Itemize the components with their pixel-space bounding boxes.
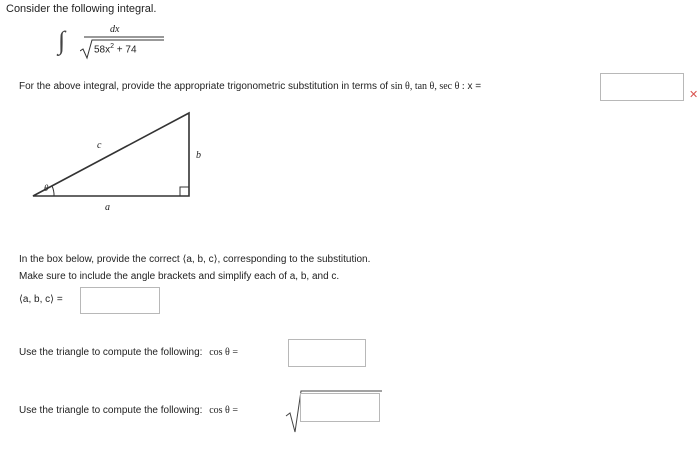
abc-label: ⟨a, b, c⟩ = (19, 294, 63, 305)
abc-instruction-line2: Make sure to include the angle brackets and simplify each of a, b, and c. (19, 271, 340, 282)
x-equals-label: x = (467, 81, 482, 92)
abc-instruction-line1: In the box below, provide the correct ⟨a, b, c⟩, corresponding to the substitution. (19, 254, 371, 265)
incorrect-icon: ✕ (689, 89, 699, 101)
intro-text: Consider the following integral. (6, 3, 157, 15)
angle-label: θ (44, 183, 49, 193)
substitution-functions: sin θ, tan θ, sec θ : (390, 81, 465, 92)
opposite-label: b (196, 150, 201, 161)
substitution-prompt: For the above integral, provide the appropriate trigonometric substitution in terms of sin θ, tan θ, sec θ : x = (19, 81, 482, 92)
compute1-expression: cos θ = (209, 347, 238, 358)
abc-answer-input[interactable] (80, 287, 160, 314)
integral-expression (58, 24, 168, 62)
compute2-prompt: Use the triangle to compute the following: cos θ = (19, 405, 238, 416)
compute2-expression: cos θ = (209, 405, 238, 416)
adjacent-label: a (105, 202, 110, 213)
abc-tuple: ⟨a, b, c⟩ (182, 254, 218, 265)
compute1-prompt: Use the triangle to compute the following: cos θ = (19, 347, 238, 358)
cos-theta-sqrt-input[interactable] (300, 393, 380, 422)
integral-sign: ∫ (58, 26, 66, 55)
substitution-answer-input[interactable] (600, 73, 684, 101)
integral-denominator: $58x^2 + 74$ (94, 43, 137, 56)
hypotenuse-label: c (97, 140, 102, 151)
right-triangle (28, 110, 198, 202)
cos-theta-input-1[interactable] (288, 339, 366, 367)
integral-numerator: dx (110, 24, 120, 35)
